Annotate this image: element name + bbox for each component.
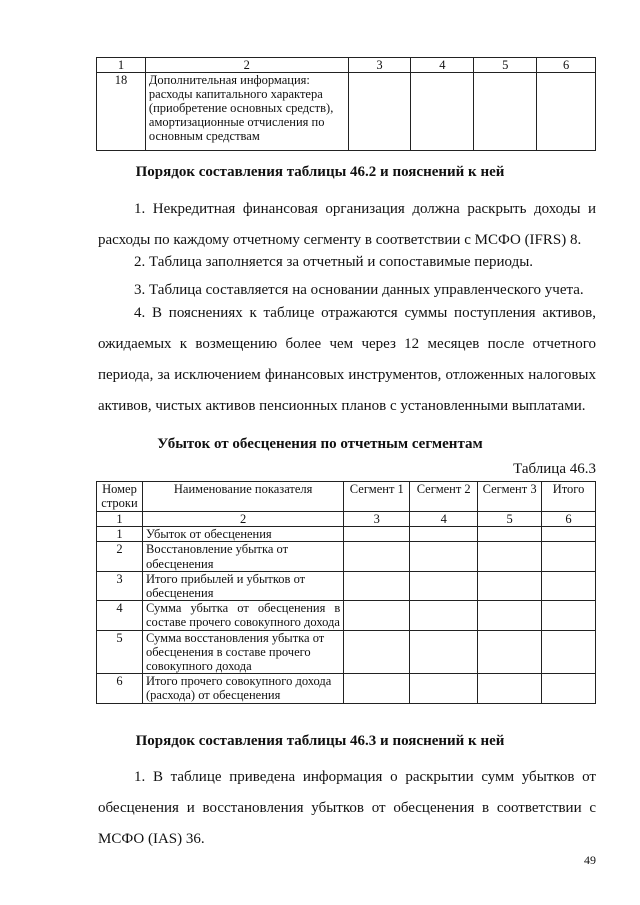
empty-cell [410, 571, 478, 600]
row-label-line: расходы капитального характера [148, 87, 323, 101]
header-text: строки [101, 496, 138, 511]
empty-cell [344, 527, 410, 542]
table-row [97, 630, 596, 674]
empty-cell [542, 527, 596, 542]
header-indicator-name: Наименование показателя [142, 482, 343, 512]
row-number: 5 [97, 630, 143, 674]
empty-cell [410, 542, 478, 571]
row-label-line: обесценения в составе прочего [145, 644, 311, 659]
table-caption: Таблица 46.3 [513, 461, 596, 477]
row-label [142, 674, 343, 703]
row-label [145, 73, 348, 151]
empty-cell [344, 601, 410, 630]
empty-cell [344, 630, 410, 674]
column-number: 1 [97, 512, 143, 527]
header-segment-1: Сегмент 1 [344, 482, 410, 512]
row-label [142, 630, 343, 674]
empty-cell [478, 542, 542, 571]
table-row [97, 601, 596, 630]
row-number: 3 [97, 571, 143, 600]
paragraph-line: 1. Некредитная финансовая организация должна раскрыть доходы и [134, 201, 596, 217]
row-label-line: обесценения [145, 586, 214, 601]
paragraph-line: периода, за исключением финансовых инструментов, отложенных налоговых [98, 367, 596, 383]
paragraph: 3. Таблица составляется на основании данных управленческого учета. [134, 282, 584, 298]
empty-cell [410, 674, 478, 703]
row-label-line: амортизационные отчисления по [148, 115, 325, 129]
empty-cell [410, 630, 478, 674]
row-label-line: основным средствам [148, 129, 260, 143]
section-heading: Убыток от обесценения по отчетным сегментам [157, 436, 483, 452]
page-number: 49 [584, 853, 596, 867]
column-number: 3 [348, 58, 411, 73]
column-number: 5 [478, 512, 542, 527]
row-label [142, 571, 343, 600]
table-46-3 [96, 481, 596, 704]
row-label [142, 601, 343, 630]
section-heading: Порядок составления таблицы 46.2 и пояснений к ней [135, 164, 505, 180]
column-number: 6 [542, 512, 596, 527]
paragraph: 2. Таблица заполняется за отчетный и сопоставимые периоды. [134, 254, 534, 270]
row-label-line: Убыток от обесценения [145, 527, 272, 542]
empty-cell [344, 571, 410, 600]
column-number: 4 [410, 512, 478, 527]
table-row [97, 542, 596, 571]
empty-cell [542, 630, 596, 674]
row-number: 4 [97, 601, 143, 630]
header-row-number [97, 482, 143, 512]
table-header-row [97, 58, 596, 73]
column-number: 2 [142, 512, 343, 527]
empty-cell [348, 73, 411, 151]
row-label-line: обесценения [145, 556, 214, 571]
empty-cell [478, 527, 542, 542]
empty-cell [542, 542, 596, 571]
empty-cell [478, 601, 542, 630]
empty-cell [537, 73, 596, 151]
header-text: Номер [102, 482, 137, 496]
row-label [142, 542, 343, 571]
column-number: 2 [145, 58, 348, 73]
column-number: 1 [97, 58, 146, 73]
paragraph-line: МСФО (IAS) 36. [98, 831, 205, 847]
row-label-line: совокупного дохода [145, 659, 252, 674]
paragraph-line: ожидаемых к возмещению более чем через 12 месяцев после отчетного [98, 336, 596, 352]
empty-cell [410, 601, 478, 630]
row-label-line: Итого прибылей и убытков от [145, 571, 306, 586]
column-number: 6 [537, 58, 596, 73]
row-number: 18 [97, 73, 146, 151]
paragraph-line: активов, чистых активов пенсионных планов с установленными выплатами. [98, 398, 586, 414]
paragraph-line: 4. В пояснениях к таблице отражаются суммы поступления активов, [134, 305, 596, 321]
table-row [97, 527, 596, 542]
empty-cell [474, 73, 537, 151]
table-row [97, 73, 596, 151]
header-total: Итого [542, 482, 596, 512]
paragraph-line: 1. В таблице приведена информация о раскрытии сумм убытков от [134, 769, 596, 785]
row-number: 2 [97, 542, 143, 571]
paragraph [98, 194, 596, 256]
row-label-line: (расхода) от обесценения [145, 688, 281, 703]
empty-cell [478, 630, 542, 674]
table-46-2-continuation [96, 57, 596, 151]
row-label-line: (приобретение основных средств), [148, 101, 334, 115]
section-heading: Порядок составления таблицы 46.3 и пояснений к ней [135, 733, 505, 749]
table-header-row [97, 482, 596, 512]
table-row [97, 674, 596, 703]
empty-cell [411, 73, 474, 151]
empty-cell [478, 571, 542, 600]
empty-cell [542, 571, 596, 600]
row-label-line: Сумма убытка от обесценения в [145, 601, 341, 616]
column-number: 4 [411, 58, 474, 73]
row-label-line: Восстановление убытка от [145, 542, 289, 557]
empty-cell [344, 542, 410, 571]
header-segment-3: Сегмент 3 [478, 482, 542, 512]
empty-cell [542, 601, 596, 630]
paragraph [98, 762, 596, 855]
paragraph-line: обесценения и восстановления убытков от обесценения в соответствии с [98, 800, 596, 816]
empty-cell [542, 674, 596, 703]
empty-cell [478, 674, 542, 703]
paragraph-line: расходы по каждому отчетному сегменту в соответствии с МСФО (IFRS) 8. [98, 232, 582, 248]
empty-cell [344, 674, 410, 703]
header-segment-2: Сегмент 2 [410, 482, 478, 512]
row-label [142, 527, 343, 542]
column-number-row [97, 512, 596, 527]
row-number: 6 [97, 674, 143, 703]
row-number: 1 [97, 527, 143, 542]
row-label-line: Сумма восстановления убытка от [145, 630, 325, 645]
table-row [97, 571, 596, 600]
column-number: 3 [344, 512, 410, 527]
paragraph [98, 298, 596, 422]
column-number: 5 [474, 58, 537, 73]
row-label-line: Дополнительная информация: [148, 73, 310, 87]
row-label-line: составе прочего совокупного дохода [145, 615, 340, 630]
row-label-line: Итого прочего совокупного дохода [145, 674, 332, 689]
empty-cell [410, 527, 478, 542]
